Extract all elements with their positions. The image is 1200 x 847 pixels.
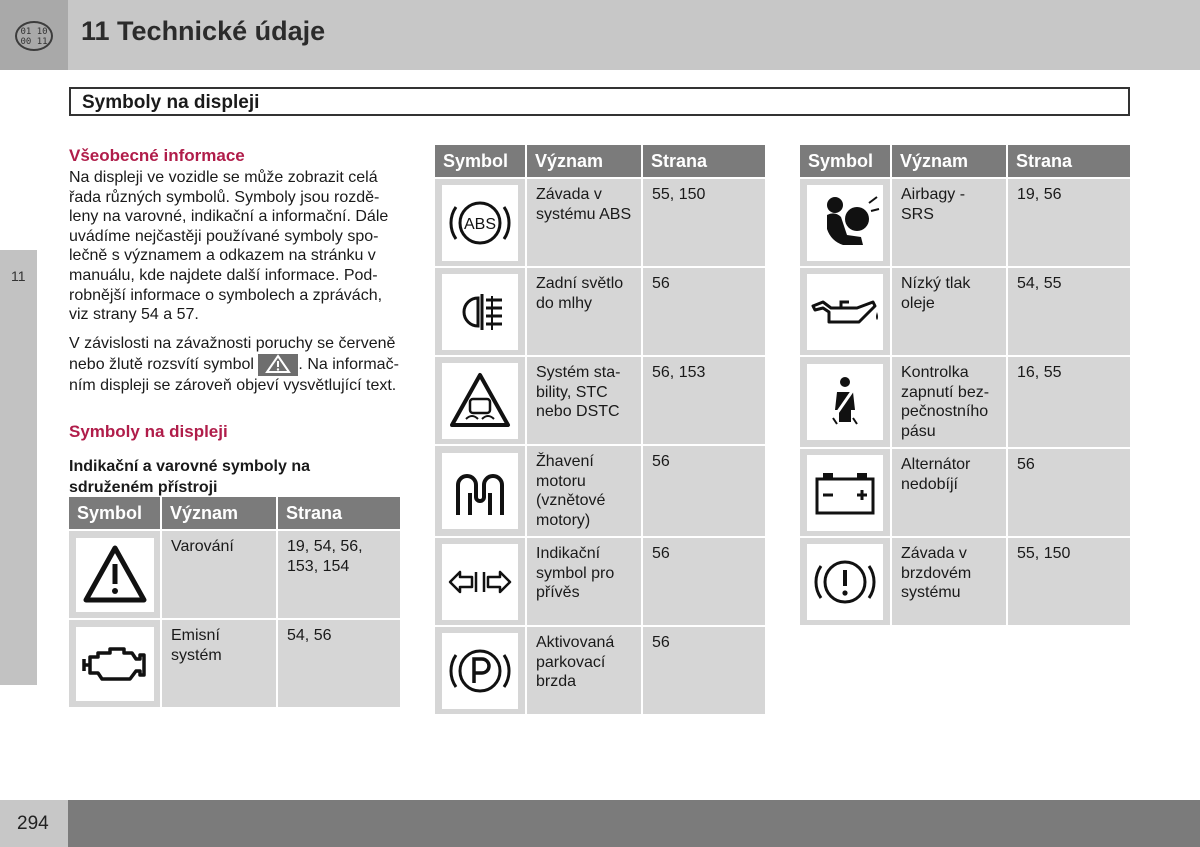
- page-cell: 55, 150: [1008, 538, 1130, 627]
- table-row: [800, 268, 1130, 357]
- intro-paragraph-1: Na displeji ve vozidle se může zobrazit celá řada různých symbolů. Symboly jsou rozdě-leny na varovné, indikační a informační. Dále uvádíme nejčastěji používané symboly spo-lečně s významem a odkazem na stránku v manuálu, kde najdete další informace. Pod-robnější informace o symbolech a zprávách, viz strany 54 a 57.: [69, 169, 389, 324]
- trailer-indicator-icon: [442, 544, 518, 620]
- intro-paragraph-2: [69, 334, 404, 395]
- symbol-cell: [69, 531, 162, 620]
- rear-fog-light-icon: [442, 274, 518, 350]
- symbol-cell: [69, 620, 162, 709]
- page-cell: 19, 54, 56, 153, 154: [278, 531, 400, 620]
- meaning-cell: Závada v brzdovém systému: [892, 538, 1008, 627]
- table-row: [800, 357, 1130, 449]
- symbol-cell: [435, 627, 527, 716]
- table-row: [435, 446, 765, 538]
- symbol-cell: [435, 179, 527, 268]
- battery-icon: [807, 455, 883, 531]
- symbol-cell: [800, 179, 892, 268]
- symbol-cell: [800, 538, 892, 627]
- symbol-table-1: [69, 497, 400, 709]
- table-row: [800, 538, 1130, 627]
- page-cell: 16, 55: [1008, 357, 1130, 449]
- chapter-badge-line2: 00 11: [20, 37, 48, 47]
- brake-warning-icon: [807, 544, 883, 620]
- page-cell: 56: [1008, 449, 1130, 538]
- warning-triangle-icon: [76, 538, 154, 612]
- meaning-cell: Alternátor nedobíjí: [892, 449, 1008, 538]
- page-cell: 54, 56: [278, 620, 400, 709]
- paragraph-2-after: . Na informač-ním displeji se zároveň objeví vysvětlující text.: [69, 355, 399, 394]
- footer-band: [0, 800, 1200, 847]
- meaning-cell: Airbagy - SRS: [892, 179, 1008, 268]
- glow-plug-icon: [442, 453, 518, 529]
- page-cell: 56: [643, 268, 765, 357]
- chapter-badge-line1: 01 10: [20, 27, 48, 37]
- page-number: 294: [17, 813, 49, 834]
- inline-warning-icon: [258, 354, 298, 376]
- meaning-cell: Zadní světlo do mlhy: [527, 268, 643, 357]
- col-meaning: Význam: [527, 145, 643, 179]
- meaning-cell: Indikační symbol pro přívěs: [527, 538, 643, 627]
- page-cell: 56: [643, 446, 765, 538]
- symbol-cell: [800, 357, 892, 449]
- seatbelt-icon: [807, 364, 883, 440]
- symbol-cell: [435, 538, 527, 627]
- symbol-cell: [435, 268, 527, 357]
- symbol-cell: [435, 357, 527, 446]
- col-symbol: Symbol: [435, 145, 527, 179]
- instrument-subheading: Indikační a varovné symboly na sdruženém přístroji: [69, 458, 310, 496]
- airbag-icon: [807, 185, 883, 261]
- table-row: [69, 620, 400, 709]
- table-header-row: [800, 145, 1130, 179]
- stability-icon: [442, 363, 518, 439]
- page-cell: 19, 56: [1008, 179, 1130, 268]
- symbol-cell: [435, 446, 527, 538]
- meaning-cell: Kontrolka zapnutí bez-pečnostního pásu: [892, 357, 1008, 449]
- parking-brake-icon: [442, 633, 518, 709]
- page-cell: 56: [643, 627, 765, 716]
- meaning-cell: Varování: [162, 531, 278, 620]
- table-row: [435, 179, 765, 268]
- section-title: Symboly na displeji: [82, 92, 260, 113]
- symbol-table-2: [435, 145, 765, 716]
- abs-icon: [442, 185, 518, 261]
- svg-text:ABS: ABS: [463, 215, 497, 233]
- symbols-heading: Symboly na displeji: [69, 422, 228, 441]
- col-page: Strana: [278, 497, 400, 531]
- table-row: [435, 357, 765, 446]
- col-page: Strana: [1008, 145, 1130, 179]
- page-cell: 56: [643, 538, 765, 627]
- table-row: [435, 268, 765, 357]
- engine-icon: [76, 627, 154, 701]
- meaning-cell: Aktivovaná parkovací brzda: [527, 627, 643, 716]
- side-tab: [0, 250, 37, 685]
- meaning-cell: Závada v systému ABS: [527, 179, 643, 268]
- table-row: [800, 179, 1130, 268]
- table-header-row: [435, 145, 765, 179]
- symbol-cell: [800, 449, 892, 538]
- meaning-cell: Žhavení motoru (vznětové motory): [527, 446, 643, 538]
- page-cell: 56, 153: [643, 357, 765, 446]
- table-row: [435, 627, 765, 716]
- chapter-title: 11 Technické údaje: [81, 16, 326, 46]
- section-title-box: [69, 87, 1130, 116]
- col-symbol: Symbol: [69, 497, 162, 531]
- table-row: [69, 531, 400, 620]
- paragraph-2-before: V závislosti na závažnosti poruchy se červeně nebo žlutě rozsvítí symbol: [69, 335, 396, 373]
- meaning-cell: Systém sta-bility, STC nebo DSTC: [527, 357, 643, 446]
- oil-pressure-icon: [807, 274, 883, 350]
- chapter-badge-icon: [15, 21, 53, 51]
- table-row: [435, 538, 765, 627]
- symbol-table-3: [800, 145, 1130, 627]
- page-cell: 54, 55: [1008, 268, 1130, 357]
- col-symbol: Symbol: [800, 145, 892, 179]
- table-header-row: [69, 497, 400, 531]
- meaning-cell: Emisní systém: [162, 620, 278, 709]
- col-meaning: Význam: [892, 145, 1008, 179]
- col-page: Strana: [643, 145, 765, 179]
- meaning-cell: Nízký tlak oleje: [892, 268, 1008, 357]
- side-tab-label: 11: [11, 268, 26, 284]
- intro-heading: Všeobecné informace: [69, 146, 245, 165]
- page-cell: 55, 150: [643, 179, 765, 268]
- symbol-cell: [800, 268, 892, 357]
- col-meaning: Význam: [162, 497, 278, 531]
- table-row: [800, 449, 1130, 538]
